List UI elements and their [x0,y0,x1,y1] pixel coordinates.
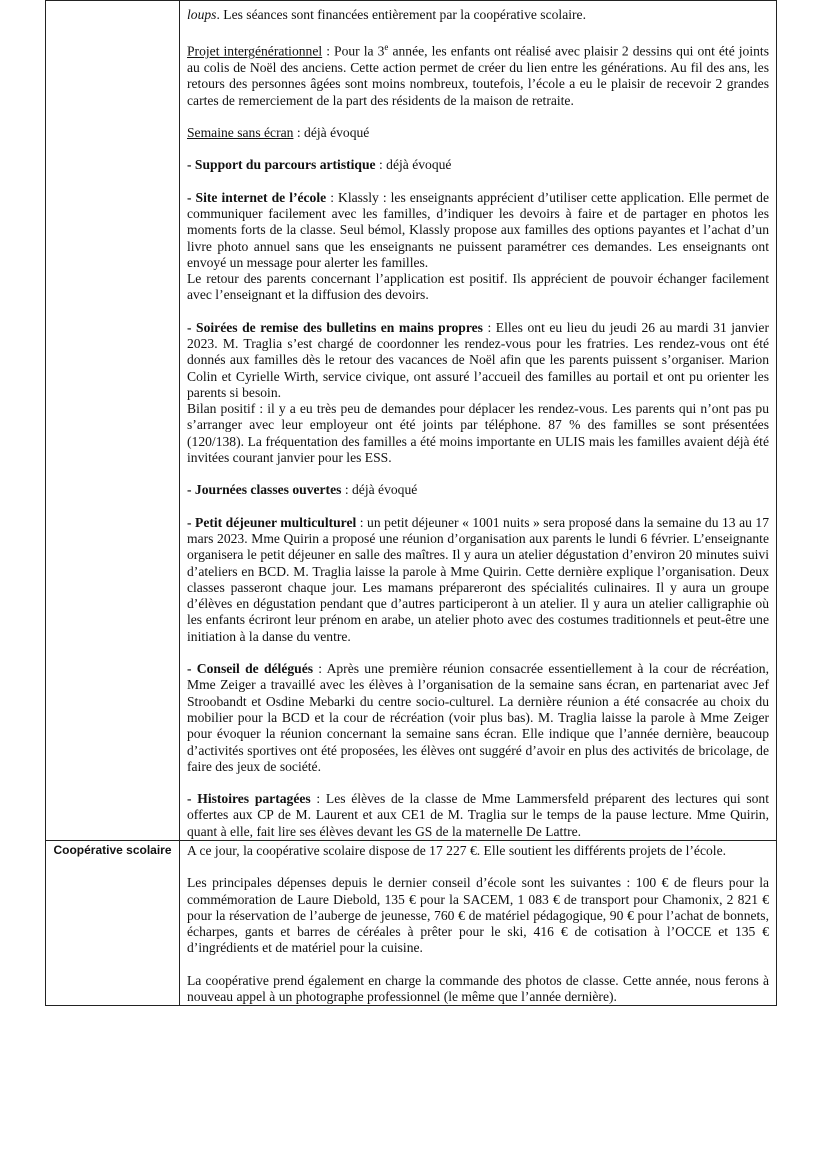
paragraph-school-website: - Site internet de l’école : Klassly : les enseignants apprécient d’utiliser cette application. Elle permet de communiquer facilement avec les familles, d’indiquer les devoirs à faire et de partager en photos les moments forts de la classe. Seul bémol, Klassly propose aux familles des options payantes et l’achat d’un livre photo annuel sans que les enseignants ne puissent paramétrer ces demandes. Les enseignants ont envoyé un message pour alerter les familles. Le retour des parents concernant l’application est positif. Ils apprécient de pouvoir échanger facilement avec l’enseignant et la diffusion des devoirs. [187,189,769,303]
heading-intergenerational: Projet intergénérationnel [187,43,323,59]
heading-multicultural-breakfast: - Petit déjeuner multiculturel [187,514,357,530]
paragraph-cooperative-balance: A ce jour, la coopérative scolaire dispose de 17 227 €. Elle soutient les différents projets de l’école. [187,843,727,858]
paragraph-screen-free-week: Semaine sans écran : déjà évoqué [187,125,370,141]
paragraph-multicultural-breakfast: - Petit déjeuner multiculturel : un petit déjeuner « 1001 nuits » sera proposé dans la semaine du 13 au 17 mars 2023. Mme Quirin a proposé une réunion d’organisation aux parents le lundi 6 février. L’enseignante organisera le petit déjeuner en salle des maîtres. Il y aura un atelier dégustation d’environ 20 minutes suivi d’ateliers en BCD. M. Traglia laisse la parole à Mme Quirin. Cette dernière explique l’organisation. Deux classes passeront chaque jour. Les mamans prépareront des spécialités culinaires. Il y aura un groupe d’élèves en dégustation pendant que d’autres participeront à un atelier. Il y aura un atelier calligraphie où les enfants écriront leur prénom en arabe, un atelier photo avec des costumes traditionnels et peut-être une initiation à la danse du ventre. [187,514,769,644]
paragraph-delegates-council: - Conseil de délégués : Après une première réunion consacrée essentiellement à la cour de récréation, Mme Zeiger a travaillé avec les élèves à l’organisation de la semaine sans écran, en partenariat avec Jef Stroobandt et Osdine Mebarki du centre socio-culturel. La dernière réunion a été consacrée au choix du mobilier pour la BCD et la cour de récréation (voir plus bas). M. Traglia laisse la parole à Mme Zeiger pour évoquer la réunion concernant la semaine sans écran. Elle indique que l’année dernière, beaucoup d’activités sportives ont été proposées, les élèves ont suggéré d’avoir en plus des activités de bricolage, de faire des jeux de société. [187,661,769,774]
minutes-table [45,0,777,1006]
heading-shared-stories: - Histoires partagées [187,791,311,807]
paragraph-shared-stories: - Histoires partagées : Les élèves de la classe de Mme Lammersfeld préparent des lectures qui sont offertes aux CP de M. Laurent et aux CE1 de M. Traglia sur le temps de la pause lecture. Mme Quirin, quant à elle, fait lire ses élèves devant les GS de la maternelle De Lattre. [187,791,770,839]
content-cell-cooperative [180,841,777,1006]
table-row-cooperative [46,841,777,1006]
label-cell-cooperative [46,841,180,1006]
heading-open-days: - Journées classes ouvertes [187,482,342,498]
paragraph-artistic-path: - Support du parcours artistique : déjà évoqué [187,157,452,173]
paragraph-class-photos: La coopérative prend également en charge la commande des photos de classe. Cette année, nous ferons à nouveau appel à un photographe professionnel (le même que l’année dernière). [187,972,769,1005]
label-cell-empty [46,1,180,841]
section-label-cooperative: Coopérative scolaire [53,843,172,857]
heading-screen-free-week: Semaine sans écran [187,125,294,141]
document-page [45,0,775,1152]
heading-artistic-path: - Support du parcours artistique [187,157,376,173]
heading-delegates-council: - Conseil de délégués [187,661,314,677]
table-row-projects [46,1,777,841]
paragraph-report-cards: - Soirées de remise des bulletins en mains propres : Elles ont eu lieu du jeudi 26 au mardi 31 janvier 2023. M. Traglia s’est chargé de coordonner les rendez-vous pour les fratries. Les rendez-vous ont été donnés aux familles dès le retour des vacances de Noël afin que les parents puissent s’organiser. Marion Colin et Cyrielle Wirth, service civique, ont assuré l’accueil des familles au portail et ont pu orienter les parents si besoin. Bilan positif : il y a eu très peu de demandes pour déplacer les rendez-vous. Les parents qui n’ont pas pu s’arranger avec leur employeur ont été joints par téléphone. 87 % des familles se sont présentées (120/138). La fréquentation des familles a été moins importante en ULIS mais les familles avaient déjà été invitées courant janvier pour les ESS. [187,319,769,466]
heading-report-cards: - Soirées de remise des bulletins en mains propres [187,319,483,335]
paragraph-open-days: - Journées classes ouvertes : déjà évoqué [187,482,418,498]
heading-school-website: - Site internet de l’école [187,189,327,205]
paragraph-sessions: loups. Les séances sont financées entièrement par la coopérative scolaire. [187,7,586,22]
content-cell-projects [180,1,777,841]
paragraph-cooperative-expenses: Les principales dépenses depuis le dernier conseil d’école sont les suivantes : 100 € de fleurs pour la commémoration de Laure Diebold, 135 € pour la SACEM, 1 083 € de transport pour Chamonix, 2 821 € pour la réservation de l’auberge de jeunesse, 760 € de matériel pédagogique, 90 € pour l’achat de bonnets, écharpes, gants et barres de céréales à prêter pour le ski, 416 € de cotisation à l’OCCE et 135 € d’ingrédients et de matériel pour la cuisine. [187,875,769,956]
paragraph-intergenerational: Projet intergénérationnel : Pour la 3e année, les enfants ont réalisé avec plaisir 2 dessins qui ont été joints au colis de Noël des anciens. Cette action permet de créer du lien entre les générations. Au fil des ans, les retours des personnes âgées sont moins nombreux, toutefois, l’école a eu le plaisir de recevoir 2 grandes cartes de remerciement de la part des résidents de la maison de retraite. [187,42,769,108]
